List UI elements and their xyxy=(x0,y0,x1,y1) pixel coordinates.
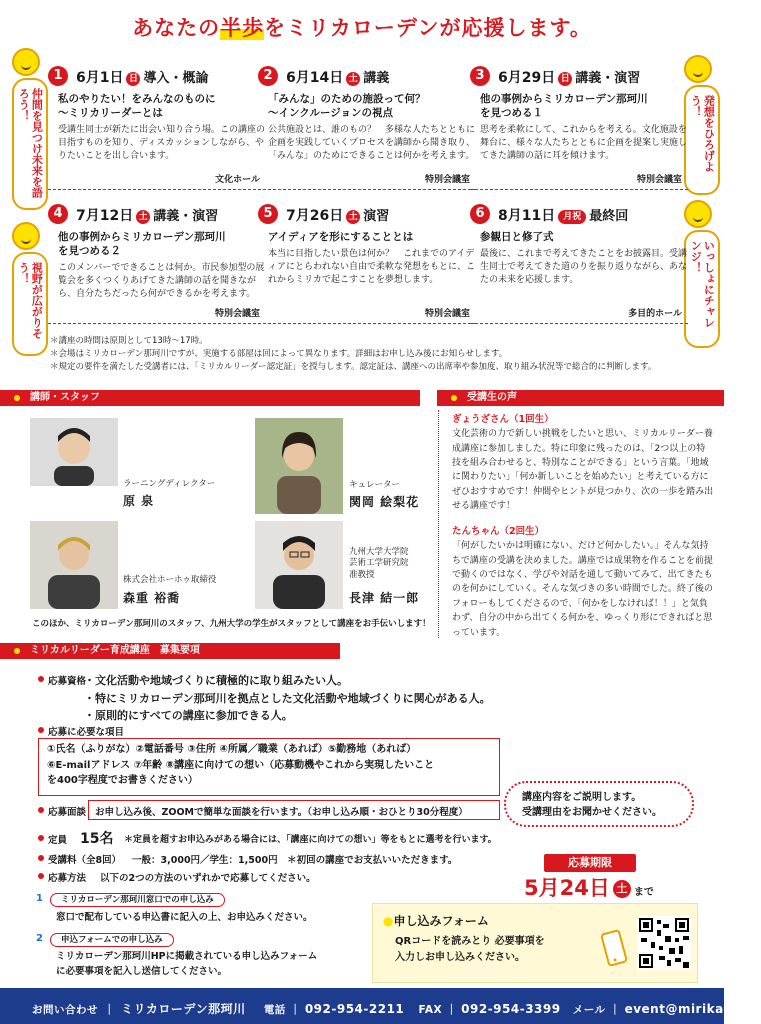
session-number: 4 xyxy=(48,204,68,224)
side-label-right-bottom: いっしょにチャレンジ！ xyxy=(684,230,720,348)
session-number: 1 xyxy=(48,66,68,86)
session-title: 「みんな」のための施設って何？ 〜インクルージョンの視点 xyxy=(268,93,426,120)
session-card-1 xyxy=(48,66,266,190)
session-number: 3 xyxy=(470,66,490,86)
qr-code-icon[interactable] xyxy=(637,916,691,970)
smiley-face-icon xyxy=(684,55,712,83)
session-title: 私のやりたい！をみんなのものに 〜ミリカリーダーとは xyxy=(58,93,216,120)
bubble-line: 講座内容をご説明します。 xyxy=(522,792,642,803)
deadline-label: 応募期限 xyxy=(544,854,636,872)
staff-photo xyxy=(30,521,118,609)
smiley-face-icon xyxy=(12,222,40,250)
staff-role: 株式会社ホーホゥ取締役 xyxy=(123,575,217,585)
staff-photo xyxy=(255,521,343,609)
deadline-date: 5月24日 土 まで xyxy=(524,876,654,900)
fax-label: FAX xyxy=(418,1004,443,1016)
method-2-desc: ミリカローデン那珂川HPに掲載されている申し込みフォーム に必要事項を記入し送信してください。 xyxy=(56,951,318,977)
session-body: このメンバーでできることは何か。市民参加型の展覧会を多くつくりあげてきた講師の話を聞きながら、自分たちだったら何ができるかを考えます。 xyxy=(58,263,265,300)
mail-label: メール xyxy=(572,1004,606,1016)
notes xyxy=(50,335,656,375)
interview-box: お申し込み後、ZOOMで簡単な面談を行います。（お申し込み順・おひとり30分程度） xyxy=(88,800,500,820)
person-photo-icon xyxy=(30,521,118,609)
method-2-label: 申込フォームでの申し込み xyxy=(50,933,174,947)
staff-note: このほか、ミリカローデン那珂川のスタッフ、九州大学の学生がスタッフとして講座をお手伝いします！ xyxy=(32,619,431,629)
person-photo-icon xyxy=(255,521,343,609)
eligibility-item: ・特にミリカローデン那珂川を拠点とした文化活動や地域づくりに関心がある人。 xyxy=(84,691,491,705)
session-card-6 xyxy=(470,204,688,324)
eligibility-item: ・文化活動や地域づくりに積極的に取り組みたい人。 xyxy=(84,674,348,687)
session-body: 最後に、これまで考えてきたことをお披露目。受講生同士で考えてきた道のりを振り返りながら、あなたの未来を応援します。 xyxy=(480,249,688,286)
tel-number[interactable]: 092-954-2211 xyxy=(304,1002,405,1016)
form-title: ●申し込みフォーム xyxy=(383,914,489,928)
session-number: 6 xyxy=(470,204,490,224)
title-post: をミリカローデンが応援します。 xyxy=(264,16,592,40)
session-number: 2 xyxy=(258,66,278,86)
fax-number: 092-954-3399 xyxy=(461,1002,561,1016)
capacity-note: ＊定員を超すお申込みがある場合には、「講座に向けての想い」等をもとに選考を行います。 xyxy=(124,835,497,845)
session-card-3 xyxy=(470,66,688,190)
side-label-left-bottom: 視野が広がりそう！ xyxy=(12,252,48,356)
method-number: 1 xyxy=(36,893,43,904)
divider xyxy=(438,410,439,638)
staff-name: 原 泉 xyxy=(123,494,155,508)
method-text: 以下の2つの方法のいずれかで応募してください。 xyxy=(100,873,316,884)
staff-name: 長津 結一郎 xyxy=(349,591,420,605)
session-title: 他の事例からミリカローデン那珂川 を見つめる１ xyxy=(480,93,648,120)
voices-heading: 受講生の声 xyxy=(437,390,724,406)
staff-name: 森重 裕喬 xyxy=(123,591,181,605)
session-date: 6月14日 土 講義 xyxy=(286,70,390,86)
required-items-box: ①氏名（ふりがな）②電話番号 ③住所 ④所属／職業（あれば）⑤勤務地（あれば） ⑥E-mailアドレス ⑦年齢 ⑧講座に向けての想い（応募動機やこれから実現したいこと を400字程度でお書きください） xyxy=(38,738,500,796)
form-desc: QRコードを読みとり 必要事項を 入力しお申し込みください。 xyxy=(395,936,545,963)
method-1-label: ミリカローデン那珂川窓口での申し込み xyxy=(50,893,225,907)
session-place: 特別会議室 xyxy=(424,175,470,185)
method-label: 応募方法 xyxy=(38,870,86,884)
voice-name: たんちゃん（2回生） xyxy=(452,526,545,537)
session-date: 7月26日 土 演習 xyxy=(286,208,390,224)
smartphone-icon xyxy=(595,928,631,972)
fee-label: 受講料（全8回） xyxy=(38,852,121,866)
staff-photo xyxy=(255,418,343,514)
voice-1 xyxy=(452,412,714,514)
staff-photo xyxy=(30,418,118,486)
session-card-5 xyxy=(258,204,476,324)
person-photo-icon xyxy=(30,418,118,486)
method-1-desc: 窓口で配布している申込書に記入の上、お申込みください。 xyxy=(56,912,313,923)
session-card-2 xyxy=(258,66,476,190)
session-title: 他の事例からミリカローデン那珂川 を見つめる２ xyxy=(58,231,226,258)
eligibility-list xyxy=(84,672,491,725)
session-number: 5 xyxy=(258,204,278,224)
mail-address[interactable]: event@mirika.or.jp xyxy=(624,1002,761,1016)
session-date: 6月29日 日 講義・演習 xyxy=(498,70,641,86)
footer-contact: お問い合わせ ｜ ミリカローデン那珂川 電話 ｜ 092-954-2211 FAX ｜ 092-954-3399 メール ｜ event@mirika.or.jp xyxy=(0,988,724,1024)
note: ＊講座の時間は原則として13時〜17時。 xyxy=(50,336,208,346)
session-place: 多目的ホール xyxy=(628,309,682,319)
smiley-face-icon xyxy=(684,200,712,228)
side-label-left-top: 仲間を見つけ未来を語ろう！ xyxy=(12,78,48,210)
session-body: 受講生同士が新たに出会い知り合う場。この講座の目指すものを知り、ディスカッションしながら、やりたいことを出し合います。 xyxy=(58,125,266,162)
capacity-label: 定員 xyxy=(38,832,67,846)
interview-label: 応募面談 xyxy=(38,804,86,818)
person-photo-icon xyxy=(255,418,343,514)
items-label: 応募に必要な項目 xyxy=(38,724,124,738)
session-date: 8月11日 月祝 最終回 xyxy=(498,208,629,224)
staff-role: 九州大学大学院 芸術工学研究院 准教授 xyxy=(349,547,409,580)
session-place: 特別会議室 xyxy=(424,309,470,319)
session-body: 本当に目指したい景色は何か？ これまでのアイディアにとらわれない自由で柔軟な発想をもとに、これからミリカで起こすことを夢想します。 xyxy=(268,249,476,286)
application-form-box[interactable] xyxy=(372,903,698,983)
recruit-heading: ミリカルリーダー育成講座 募集要項 xyxy=(0,643,340,659)
voice-text: 「何がしたいかは明確にない、だけど何かしたい。」そんな気持ちで講座の受講を決めました。講座では成果物を作ることを前提で動くのではなく、学びや対話を通して動いてみて、出てきたものを何かにしていく。そんな気づきの多い時間でした。終了後のフォローもしてくださるので、「何かをしなければ！！」と気負わず、自分の中から出てくる何かを、ゆっくり形にできればと思っています。 xyxy=(452,541,713,638)
eligibility-label: 応募資格 xyxy=(38,673,86,687)
staff-name: 関岡 絵梨花 xyxy=(349,495,420,509)
contact-label: お問い合わせ xyxy=(32,1004,98,1016)
staff-role: ラーニングディレクター xyxy=(123,479,216,489)
eligibility-item: ・原則的にすべての講座に参加できる人。 xyxy=(84,709,293,723)
session-place: 特別会議室 xyxy=(214,309,260,319)
bubble-line: 受講理由をお聞かせください。 xyxy=(522,807,662,818)
session-title: 参観日と修了式 xyxy=(480,231,554,243)
session-body: 思考を柔軟にして、これからを考える。文化施設を舞台に、様々な人たちとともに企画を提案し実施してきた講師の話に耳を傾けます。 xyxy=(480,125,688,162)
speech-bubble xyxy=(504,781,694,827)
note: ＊規定の要件を満たした受講者には、「ミリカルリーダー認定証」を授与します。認定証は、講座への出席率や参加度、取り組み状況等で総合的に判断します。 xyxy=(50,362,657,373)
side-label-right-top: 発想をひろげよう！ xyxy=(684,85,720,195)
org-name: ミリカローデン那珂川 xyxy=(121,1002,246,1016)
session-place: 特別会議室 xyxy=(636,175,682,185)
method-number: 2 xyxy=(36,933,43,944)
smiley-face-icon xyxy=(12,48,40,76)
session-title: アイディアを形にすることとは xyxy=(268,231,414,243)
note: ＊会場はミリカローデン那珂川ですが、実施する部屋は回によって異なります。詳細はお申し込み後にお知らせします。 xyxy=(50,349,508,360)
title-pre: あなたの xyxy=(132,16,221,40)
session-place: 文化ホール xyxy=(215,175,260,185)
session-body: 公共施設とは、誰のもの？ 多様な人たちとともに企画を実践していくプロセスを講師から聞き取り、「みんな」のためにできることは何かを考えます。 xyxy=(268,125,476,162)
voice-text: 文化芸術の力で新しい挑戦をしたいと思い、ミリカルリーダー養成講座に参加しました。特に印象に残ったのは、「2つ以上の特技を組み合わせると、特別なことができる」という言葉。「地域に関わりたい」「何か新しいことを始めたい」と考えている方にぜひおすすめです！仲間やヒントが見つかり、次の一歩を踏み出せる講座です！ xyxy=(452,429,714,512)
voice-2 xyxy=(452,524,714,640)
tel-label: 電話 xyxy=(263,1004,286,1016)
capacity-value: 15名 xyxy=(80,831,114,847)
session-date: 7月12日 土 講義・演習 xyxy=(76,208,219,224)
page-title xyxy=(0,12,724,42)
voice-name: ぎょうざさん（1回生） xyxy=(452,414,554,425)
session-date: 6月1日 日 導入・概論 xyxy=(76,70,209,86)
fee-value: 一般：3,000円／学生：1,500円 ＊初回の講座でお支払いいただきます。 xyxy=(132,855,458,866)
staff-heading: 講師・スタッフ xyxy=(0,390,420,406)
staff-role: キュレーター xyxy=(349,480,401,490)
session-card-4 xyxy=(48,204,266,324)
title-highlight: 半歩 xyxy=(220,16,265,40)
